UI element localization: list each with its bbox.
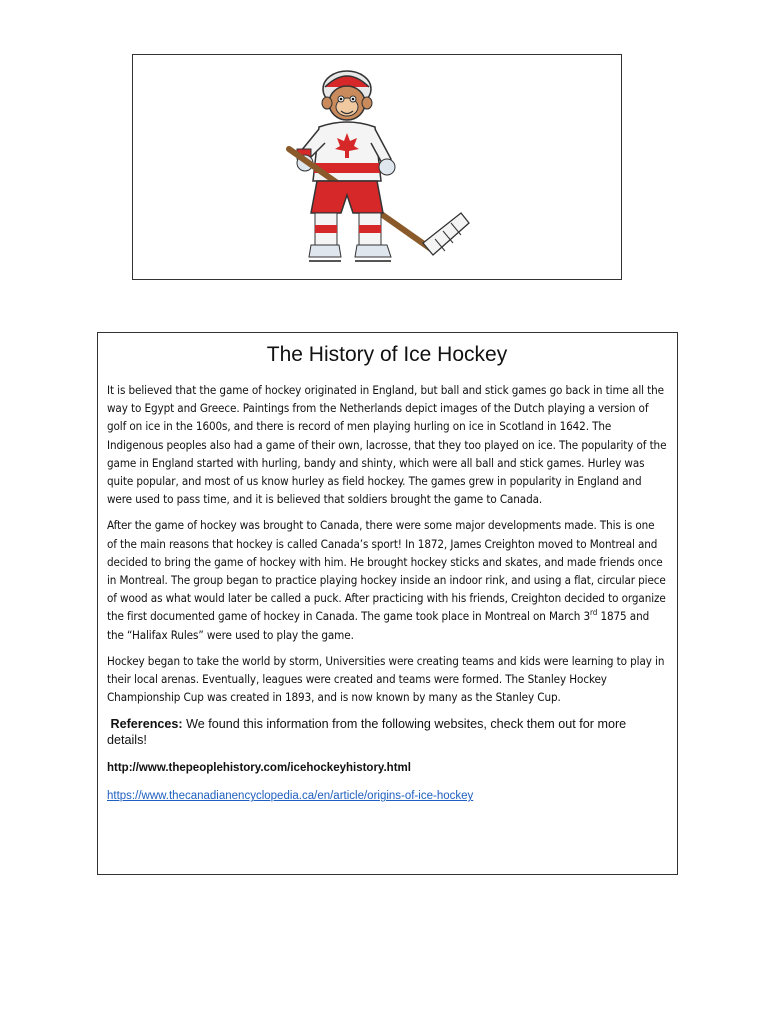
ordinal-suffix: rd	[590, 608, 598, 618]
article-title: The History of Ice Hockey	[266, 343, 508, 366]
paragraph-canada-end: 1875 and the “Halifax Rules” were used to play the game.	[107, 609, 650, 642]
references	[107, 716, 667, 748]
reference-link-peoplehistory[interactable]: http://www.thepeoplehistory.com/icehockeyhistory.html	[107, 762, 411, 775]
references-label: References:	[110, 717, 183, 732]
paragraph-origins: It is believed that the game of hockey originated in England, but ball and stick games go back in time all the way to Egypt and Greece. Paintings from the Netherlands depict images of the Dutch playing a version of golf on ice in the 1600s, and there is record of men playing hurling on ice in Scotland in 1642. The Indigenous peoples also had a game of their own, lacrosse, that they too played on ice. The popularity of the game in England started with hurling, bandy and shinty, which were all ball and stick games. Hurley was quite popular, and most of us know hurley as field hockey. The games grew in popularity in England and were used to pass time, and it is believed that soldiers brought the game to Canada.	[107, 383, 667, 507]
illustration-frame	[132, 54, 622, 280]
article-box	[97, 332, 678, 875]
hockey-player-illustration	[283, 63, 473, 273]
paragraph-canada-text: After the game of hockey was brought to Canada, there were some major developments made. This is one of the main reasons that hockey is called Canada’s sport! In 1872, James Creighton moved to Montreal and decided to bring the game of hockey with him. He brought hockey sticks and skates, and made friends once in Montreal. The group began to practice playing hockey inside an indoor rink, and using a flat, circular piece of wood as what would later be called a puck. After practicing with his friends, Creighton decided to organize the first documented game of hockey in Canada. The game took place in Montreal on March 3	[107, 518, 666, 624]
reference-link-canadian-encyclopedia[interactable]: https://www.thecanadianencyclopedia.ca/en/article/origins-of-ice-hockey	[107, 790, 474, 803]
references-text: We found this information from the following websites, check them out for more details!	[107, 717, 627, 748]
paragraph-world: Hockey began to take the world by storm, Universities were creating teams and kids were learning to play in their local arenas. Eventually, leagues were created and teams were formed. The Stanley Hockey Championship Cup was created in 1893, and is now known by many as the Stanley Cup.	[107, 653, 665, 705]
paragraph-canada	[107, 516, 667, 643]
